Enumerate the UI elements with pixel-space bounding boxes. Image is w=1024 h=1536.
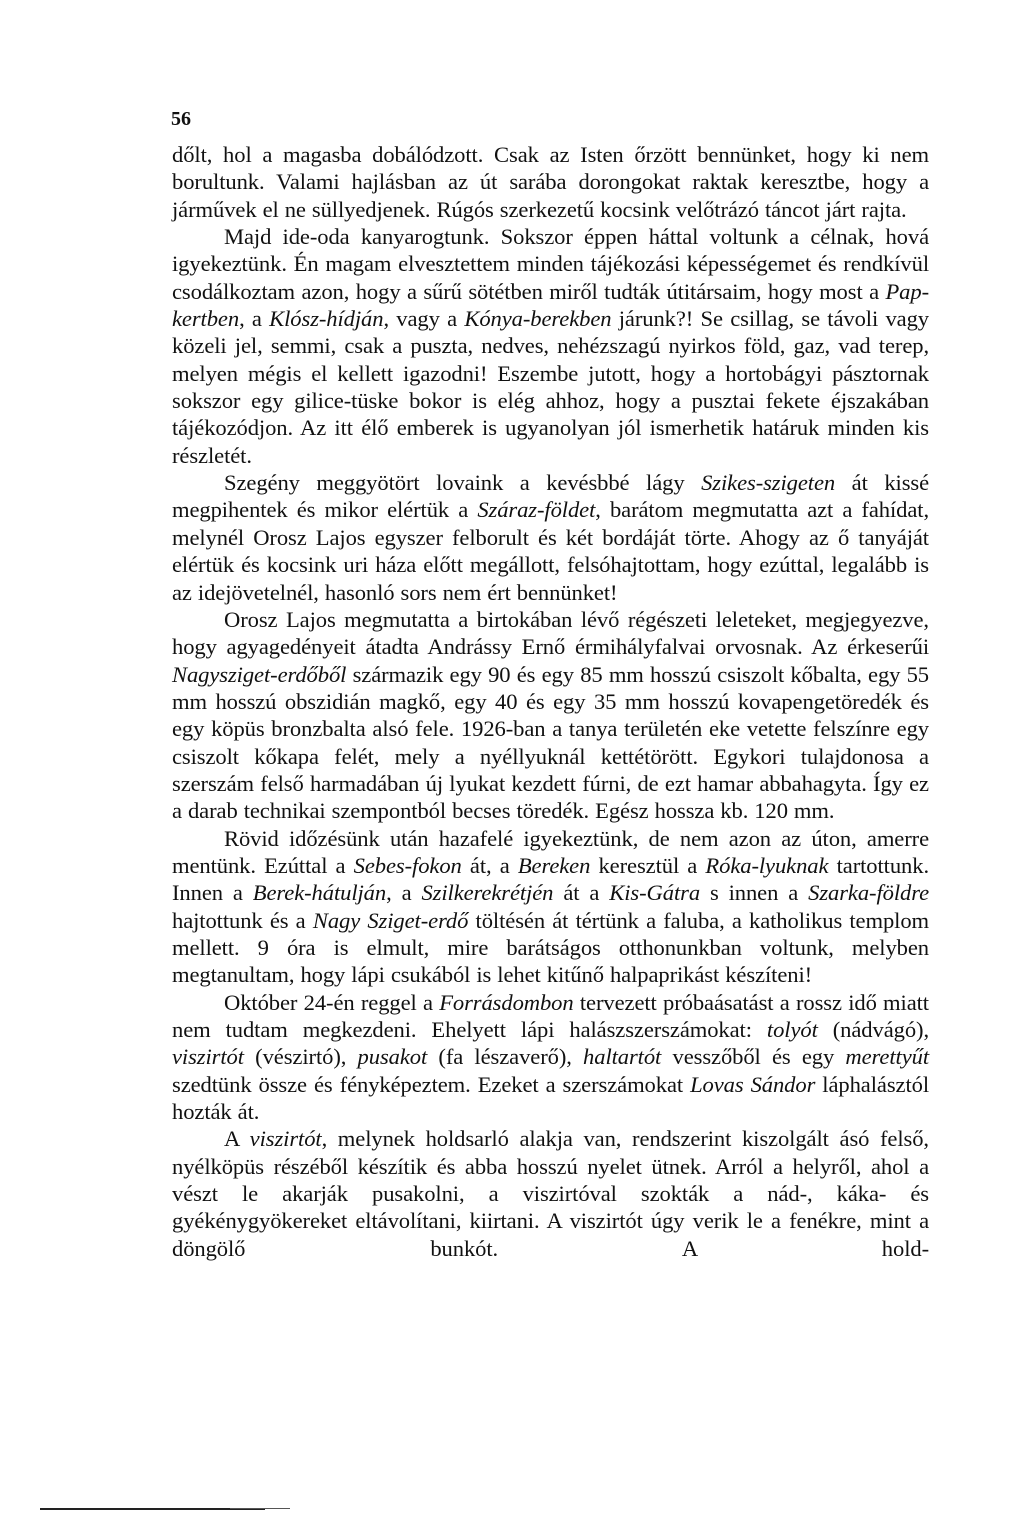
italic-term: Szilkerekrétjén xyxy=(421,880,554,906)
italic-term: Nagy Sziget-erdő xyxy=(312,907,469,933)
text-run: keresztül a xyxy=(590,852,706,878)
italic-term: Klósz-hídján xyxy=(269,306,384,332)
italic-term: Bereken xyxy=(517,852,591,878)
text-run: (vészirtó), xyxy=(243,1044,358,1070)
text-run: szedtünk össze és fényképeztem. Ezeket a szerszámokat xyxy=(172,1071,691,1097)
footer-rule-thin xyxy=(230,1508,290,1509)
text-run: , vagy a xyxy=(383,306,465,332)
italic-term: Kis-Gátra xyxy=(609,880,701,906)
text-run: láphalásztól hozták át. xyxy=(172,1071,929,1125)
italic-term: Berek-hátulján xyxy=(252,880,387,906)
text-run: Szegény meggyötört lovaink a kevésbbé lágy xyxy=(224,470,702,496)
italic-term: Száraz-földet xyxy=(477,497,596,523)
paragraph-p1 xyxy=(172,141,929,223)
text-run: Rövid időzésünk után hazafelé igyekeztünk, de nem azon az úton, amerre mentünk. Ezúttal a xyxy=(172,825,929,878)
italic-term: pusakot xyxy=(357,1044,428,1070)
text-run: , a xyxy=(386,880,422,906)
italic-term: Szarka-földre xyxy=(808,880,929,906)
text-run: származik egy 90 és egy 85 mm hosszú csiszolt kőbalta, egy 55 mm hosszú obszidián magkő, egy 40 és egy 35 mm hosszú kovapengetöredék és egy köpüs bronzbalta alsó fele. 1926-ban a tanya területén eke vetette felszínre egy csiszolt kőkapa felét, mely a nyéllyuknál kettétörött. Egykori tulajdonosa a szerszám felső harmadában új lyukat kezdett fúrni, de ezt hamar abbahagyta. Így ez a darab technikai szempontból becses töredék. Egész hossza kb. 120 mm. xyxy=(172,661,929,824)
text-run: A xyxy=(224,1126,250,1152)
paragraph-p4 xyxy=(172,606,929,825)
text-run: Orosz Lajos megmutatta a birtokában lévő régészeti leleteket, megjegyezve, hogy agyagedényeit átadta Andrássy Ernő érmihályfalvai orvosnak. Az érkeserűi xyxy=(172,606,929,660)
text-run: (fa lészaverő), xyxy=(427,1044,584,1070)
text-run: Majd ide-oda kanyarogtunk. Sokszor éppen háttal voltunk a célnak, hová igyekeztünk. Én magam elvesztettem minden tájékozási képességemet és rendkívül csodálkoztam azon, hogy a sűrű sötétben miről tudták útitársaim, hogy most a xyxy=(172,224,929,304)
text-run: hajtottunk és a xyxy=(172,907,313,933)
italic-term: haltartót xyxy=(583,1044,662,1070)
text-run: járunk?! Se csillag, se távoli vagy közeli jel, semmi, csak a puszta, nedves, nehézszagú nyirkos föld, gaz, vad terep, melyen mégis el kellett igazodni! Eszembe jutott, hogy a hortobágyi pásztornak sokszor egy gilice-tüske bokor is elég ahhoz, hogy a pusztai fekete éjszakában tájékozódjon. Az itt élő emberek is ugyanolyan jól ismerhetik határuk minden kis részletét. xyxy=(172,306,929,468)
text-run: át kissé megpihentek és mikor elértük a xyxy=(172,470,930,523)
text-run: töltésén át tértünk a faluba, a katholikus templom mellett. 9 óra is elmult, mire barátságos otthonunkban voltunk, melyben megtanultam, hogy lápi csukából is lehet kitűnő halpaprikást készíteni! xyxy=(172,907,929,988)
italic-term: Sebes-fokon xyxy=(353,852,462,878)
italic-term: Pap-kertben xyxy=(172,278,929,332)
italic-term: Róka-lyuknak xyxy=(705,852,829,878)
paragraph-p3 xyxy=(172,469,929,606)
text-run: (nádvágó), xyxy=(817,1017,929,1042)
text-run: tartottunk. Innen a xyxy=(172,852,929,906)
text-run: át, a xyxy=(461,852,518,878)
italic-term: Lovas Sándor xyxy=(690,1071,816,1097)
text-run: tervezett próbaásatást a rossz idő miatt nem tudtam megkezdeni. Ehelyett lápi halászszerszámokat: xyxy=(172,989,929,1042)
text-run: át a xyxy=(553,880,610,906)
text-run: , melynek holdsarló alakja van, rendszerint kiszolgált ásó felső, nyélköpüs részéből készítik és abba hosszú nyelet ütnek. Arról a helyről, ahol a vészt le akarják pusakolni, a viszirtóval szokták a nád-, káka- és gyékénygyökereket eltávolítani, kiirtani. A viszirtót úgy verik le a fenékre, mint a döngölő bunkót. A hold- xyxy=(172,1126,929,1261)
paragraph-p6 xyxy=(172,989,929,1126)
italic-term: Nagysziget-erdőből xyxy=(172,661,347,687)
italic-term: viszirtót xyxy=(249,1126,322,1152)
text-run: Október 24-én reggel a xyxy=(224,989,440,1015)
text-run: , a xyxy=(239,306,270,332)
page-number: 56 xyxy=(171,108,191,130)
paragraph-p5 xyxy=(172,825,929,989)
text-run: , barátom megmutatta azt a fahídat, melynél Orosz Lajos egyszer felborult és két bordáját törte. Ahogy az ő tanyáját elértük és kocsink uri háza előtt megállott, felsóhajtottam, hogy ezúttal, legalább is az idejövetelnél, hasonló sors nem ért bennünket! xyxy=(172,497,929,605)
italic-term: merettyűt xyxy=(845,1044,929,1070)
italic-term: Szikes-szigeten xyxy=(701,470,836,496)
italic-term: tolyót xyxy=(766,1017,818,1042)
italic-term: Kónya-berekben xyxy=(464,306,612,332)
text-run: dőlt, hol a magasba dobálódzott. Csak az Isten őrzött bennünket, hogy ki nem borultunk. Valami hajlásban az út sarába dorongokat raktak keresztbe, hogy a járművek el ne süllyedjenek. Rúgós szerkezetű kocsink velőtrázó táncot járt rajta. xyxy=(172,142,929,222)
paragraph-p2 xyxy=(172,223,929,469)
italic-term: viszirtót xyxy=(172,1044,244,1070)
paragraph-p7 xyxy=(172,1125,929,1262)
text-body xyxy=(172,141,929,1262)
text-run: s innen a xyxy=(700,880,809,906)
italic-term: Forrásdombon xyxy=(439,989,574,1015)
text-run: vesszőből és egy xyxy=(661,1044,846,1070)
